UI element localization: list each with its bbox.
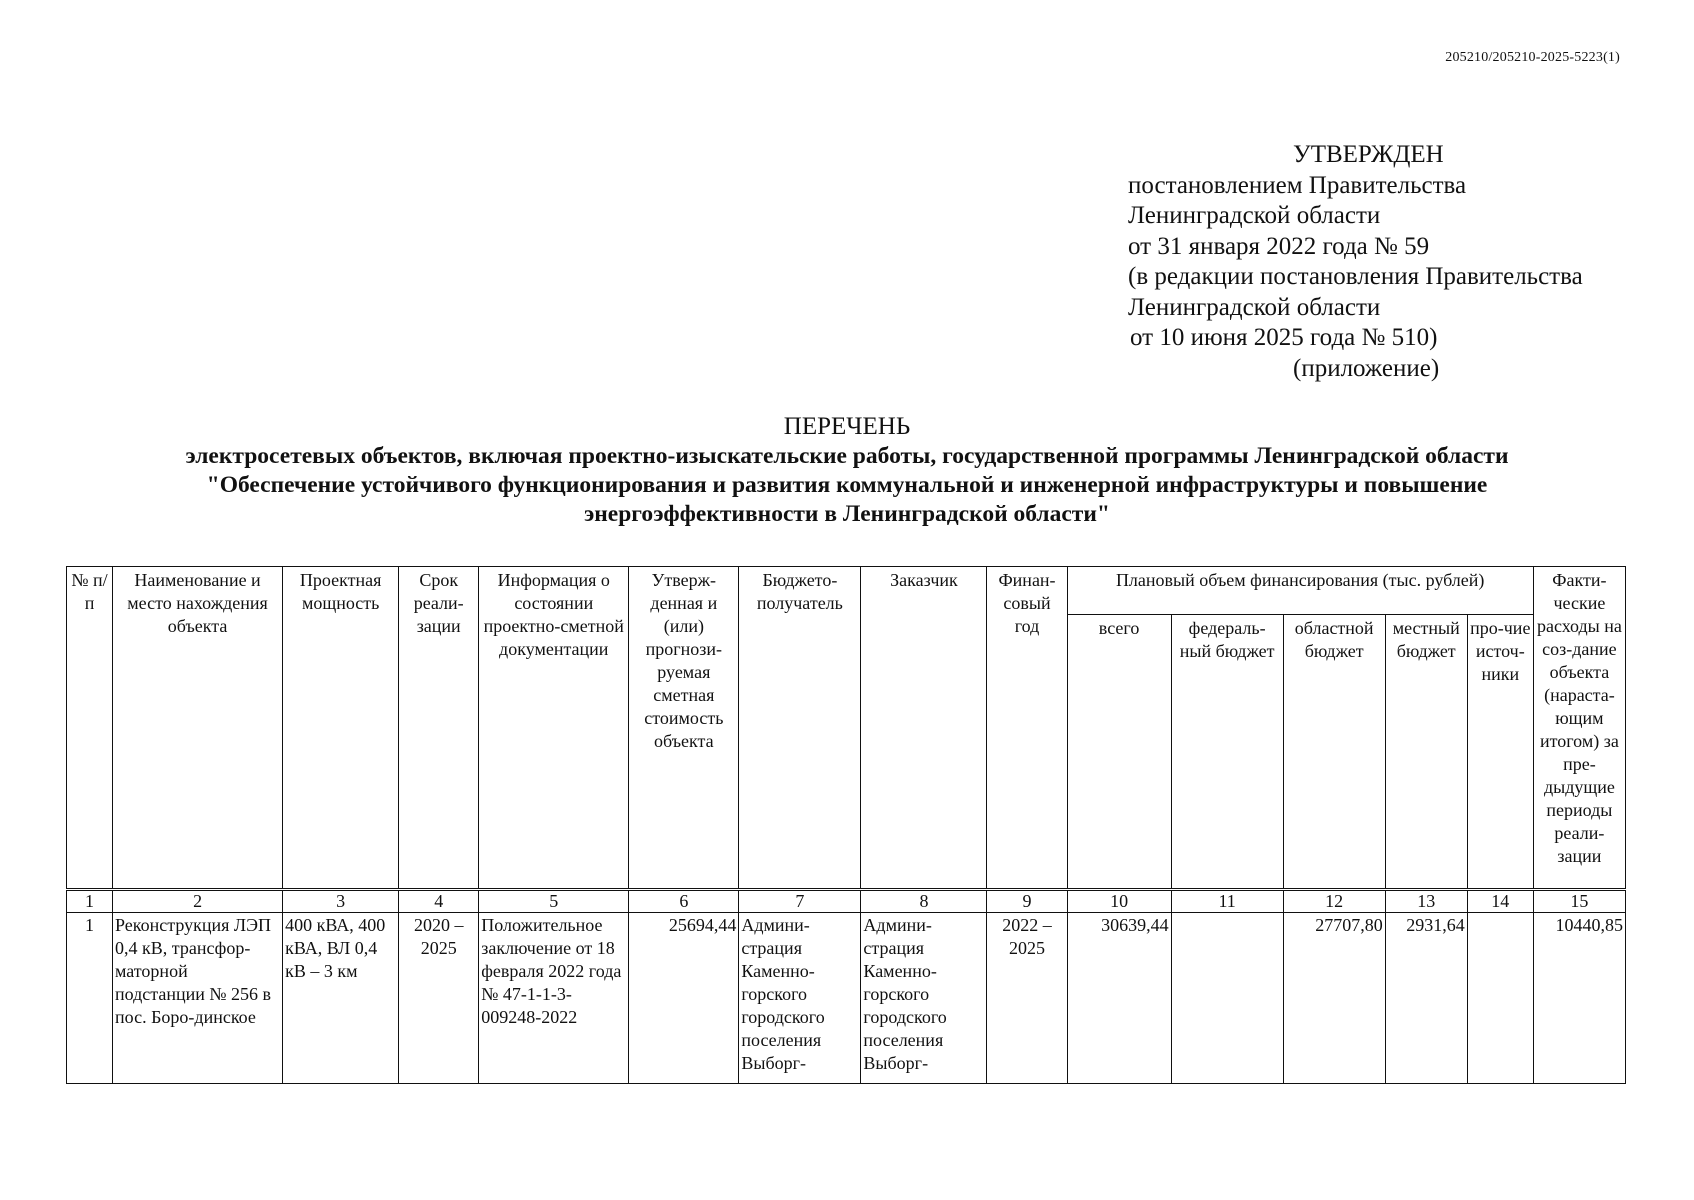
cell-local: 2931,64 (1385, 913, 1467, 1084)
header-cell-recipient: Бюджето-получатель (739, 567, 861, 890)
header-row (67, 567, 1626, 615)
header-cell-cost: Утверж-денная и (или) прогнози-руемая сметная стоимость объекта (629, 567, 739, 890)
cell-docs: Положительное заключение от 18 февраля 2022 года № 47-1-1-3-009248-2022 (479, 913, 629, 1084)
cell-total: 30639,44 (1067, 913, 1171, 1084)
cell-name: Реконструкция ЛЭП 0,4 кВ, трансфор-маторной подстанции № 256 в пос. Боро-динское (113, 913, 283, 1084)
approval-line: (в редакции постановления Правительства (1128, 263, 1583, 290)
approval-stamp (1128, 140, 1648, 384)
title-line: электросетевых объектов, включая проектно-изыскательские работы, государственной программы Ленинградской области (185, 443, 1509, 469)
column-number: 3 (283, 890, 399, 913)
header-cell-actual: Факти-ческие расходы на соз-дание объекта (нараста-ющим итогом) за пре-дыдущие периоды реали-зации (1533, 567, 1625, 890)
approval-appendix-note: (приложение) (1293, 354, 1440, 382)
approval-line: Ленинградской области (1128, 293, 1381, 321)
cell-num: 1 (67, 913, 113, 1084)
approval-line: от 10 июня 2025 года № 510) (1130, 324, 1438, 351)
objects-table (66, 566, 1626, 1084)
column-number: 12 (1283, 890, 1385, 913)
column-number: 8 (861, 890, 987, 913)
approval-line: от 31 января 2022 года № 59 (1128, 232, 1430, 260)
approval-title: УТВЕРЖДЕН (1293, 141, 1444, 168)
document-title (0, 412, 1694, 529)
header-cell-other: про-чие источ-ники (1467, 615, 1533, 890)
cell-period: 2020 – 2025 (399, 913, 479, 1084)
header-cell-docs: Информация о состоянии проектно-сметной документации (479, 567, 629, 890)
cell-capacity: 400 кВА, 400 кВА, ВЛ 0,4 кВ – 3 км (283, 913, 399, 1084)
header-cell-federal: федераль-ный бюджет (1171, 615, 1283, 890)
cell-regional: 27707,80 (1283, 913, 1385, 1084)
header-cell-customer: Заказчик (861, 567, 987, 890)
column-number: 1 (67, 890, 113, 913)
header-cell-name: Наименование и место нахождения объекта (113, 567, 283, 890)
column-number: 9 (987, 890, 1067, 913)
cell-recipient: Админи-страция Каменно-горского городского поселения Выборг- (739, 913, 861, 1084)
column-number: 14 (1467, 890, 1533, 913)
header-cell-local: местный бюджет (1385, 615, 1467, 890)
header-cell-num: № п/п (67, 567, 113, 890)
header-cell-financing-group: Плановый объем финансирования (тыс. рублей) (1067, 567, 1533, 615)
column-number: 10 (1067, 890, 1171, 913)
table-row (67, 913, 1626, 1084)
header-cell-capacity: Проектная мощность (283, 567, 399, 890)
title-line: "Обеспечение устойчивого функционирования и развития коммунальной и инженерной инфраструктуры и повышение (206, 472, 1488, 498)
column-number: 7 (739, 890, 861, 913)
header-cell-fin-year: Финан-совый год (987, 567, 1067, 890)
column-number: 5 (479, 890, 629, 913)
column-number: 11 (1171, 890, 1283, 913)
title-line: энергоэффективности в Ленинградской области" (584, 501, 1110, 527)
cell-fin-year: 2022 – 2025 (987, 913, 1067, 1084)
header-cell-regional: областной бюджет (1283, 615, 1385, 890)
column-number-row (67, 890, 1626, 913)
approval-line: постановлением Правительства (1128, 171, 1467, 199)
column-number: 13 (1385, 890, 1467, 913)
header-cell-period: Срок реали-зации (399, 567, 479, 890)
column-number: 15 (1533, 890, 1625, 913)
cell-federal (1171, 913, 1283, 1084)
column-number: 6 (629, 890, 739, 913)
column-number: 4 (399, 890, 479, 913)
cell-actual: 10440,85 (1533, 913, 1625, 1084)
title-heading: ПЕРЕЧЕНЬ (783, 413, 911, 440)
cell-other (1467, 913, 1533, 1084)
header-cell-total: всего (1067, 615, 1171, 890)
column-number: 2 (113, 890, 283, 913)
document-number: 205210/205210-2025-5223(1) (1445, 50, 1620, 65)
cell-customer: Админи-страция Каменно-горского городского поселения Выборг- (861, 913, 987, 1084)
cell-cost: 25694,44 (629, 913, 739, 1084)
approval-line: Ленинградской области (1128, 202, 1381, 229)
